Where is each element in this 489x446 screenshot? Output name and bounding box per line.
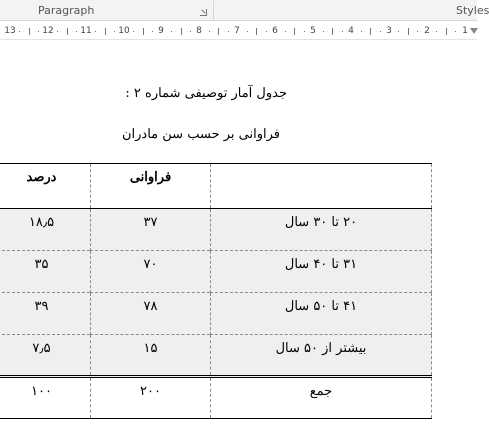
ruler-dot	[436, 31, 437, 32]
ruler-half-tick	[408, 28, 409, 35]
table-caption-title: جدول آمار توصیفی شماره ۲ :	[125, 86, 287, 101]
ruler-dot	[19, 31, 20, 32]
row-percent-cell[interactable]: ۳۵	[0, 251, 91, 293]
ruler-number: 1	[462, 26, 468, 36]
row-frequency-cell[interactable]: ۱۵	[91, 335, 211, 377]
paragraph-group-label: Paragraph	[38, 4, 95, 17]
header-cell-percent[interactable]: درصد	[0, 164, 91, 209]
row-label-cell[interactable]: ۳۱ تا ۴۰ سال	[211, 251, 432, 293]
paragraph-dialog-launcher-icon[interactable]	[200, 9, 207, 16]
age-frequency-table[interactable]	[0, 163, 432, 419]
row-percent-cell[interactable]: ۳۹	[0, 293, 91, 335]
table-row	[0, 293, 432, 335]
ruler-half-tick	[332, 28, 333, 35]
ruler-dot	[171, 31, 172, 32]
styles-group-label: Styles	[456, 4, 489, 17]
header-cell-frequency[interactable]: فراوانی	[91, 164, 211, 209]
ruler-dot	[228, 31, 229, 32]
ruler-dot	[417, 31, 418, 32]
ruler-half-tick	[370, 28, 371, 35]
total-frequency-cell[interactable]: ۲۰۰	[91, 377, 211, 419]
ruler-number: 9	[158, 26, 164, 36]
row-label-cell[interactable]: ۲۰ تا ۳۰ سال	[211, 209, 432, 251]
ruler-dot	[304, 31, 305, 32]
ruler-dot	[133, 31, 134, 32]
ruler-dot	[266, 31, 267, 32]
horizontal-ruler[interactable]	[0, 24, 477, 40]
ruler-number: 10	[118, 26, 130, 36]
ruler-dot	[190, 31, 191, 32]
ruler-number: 7	[234, 26, 240, 36]
ruler-half-tick	[294, 28, 295, 35]
ruler-half-tick	[446, 28, 447, 35]
row-frequency-cell[interactable]: ۷۸	[91, 293, 211, 335]
ruler-half-tick	[218, 28, 219, 35]
row-frequency-cell[interactable]: ۳۷	[91, 209, 211, 251]
ruler-dot	[398, 31, 399, 32]
ruler-half-tick	[105, 28, 106, 35]
ruler-dot	[209, 31, 210, 32]
header-cell-label[interactable]	[211, 164, 432, 209]
ruler-dot	[114, 31, 115, 32]
ruler-dot	[361, 31, 362, 32]
ruler-number: 8	[196, 26, 202, 36]
ruler-half-tick	[181, 28, 182, 35]
ruler-number: 2	[424, 26, 430, 36]
ruler-dot	[95, 31, 96, 32]
ruler-dot	[57, 31, 58, 32]
table-header-row	[0, 164, 432, 209]
table-row	[0, 209, 432, 251]
ruler-dot	[323, 31, 324, 32]
ruler-half-tick	[67, 28, 68, 35]
row-percent-cell[interactable]: ۱۸٫۵	[0, 209, 91, 251]
table-caption-subtitle: فراوانی بر حسب سن مادران	[122, 127, 280, 142]
ruler-dot	[285, 31, 286, 32]
ruler-number: 11	[80, 26, 92, 36]
ruler-half-tick	[256, 28, 257, 35]
table-row	[0, 251, 432, 293]
ruler-number: 12	[42, 26, 54, 36]
ruler-number: 5	[310, 26, 316, 36]
ruler-number: 6	[272, 26, 278, 36]
ruler-dot	[76, 31, 77, 32]
table-row	[0, 335, 432, 377]
row-label-cell[interactable]: ۴۱ تا ۵۰ سال	[211, 293, 432, 335]
right-indent-marker-icon[interactable]	[470, 28, 478, 34]
row-label-cell[interactable]: بیشتر از ۵۰ سال	[211, 335, 432, 377]
ruler-number: 4	[348, 26, 354, 36]
ruler-number: 3	[386, 26, 392, 36]
row-frequency-cell[interactable]: ۷۰	[91, 251, 211, 293]
ruler-number: 13	[4, 26, 16, 36]
ruler-dot	[152, 31, 153, 32]
ruler-dot	[38, 31, 39, 32]
total-percent-cell[interactable]: ۱۰۰	[0, 377, 91, 419]
ruler-dot	[342, 31, 343, 32]
ruler-half-tick	[143, 28, 144, 35]
ruler-dot	[380, 31, 381, 32]
total-label-cell[interactable]: جمع	[211, 377, 432, 419]
ruler-dot	[455, 31, 456, 32]
ruler-half-tick	[29, 28, 30, 35]
ribbon-group-divider	[213, 1, 214, 20]
ruler-dot	[247, 31, 248, 32]
row-percent-cell[interactable]: ۷٫۵	[0, 335, 91, 377]
ribbon-group-bar	[0, 0, 489, 21]
table-total-row	[0, 377, 432, 419]
